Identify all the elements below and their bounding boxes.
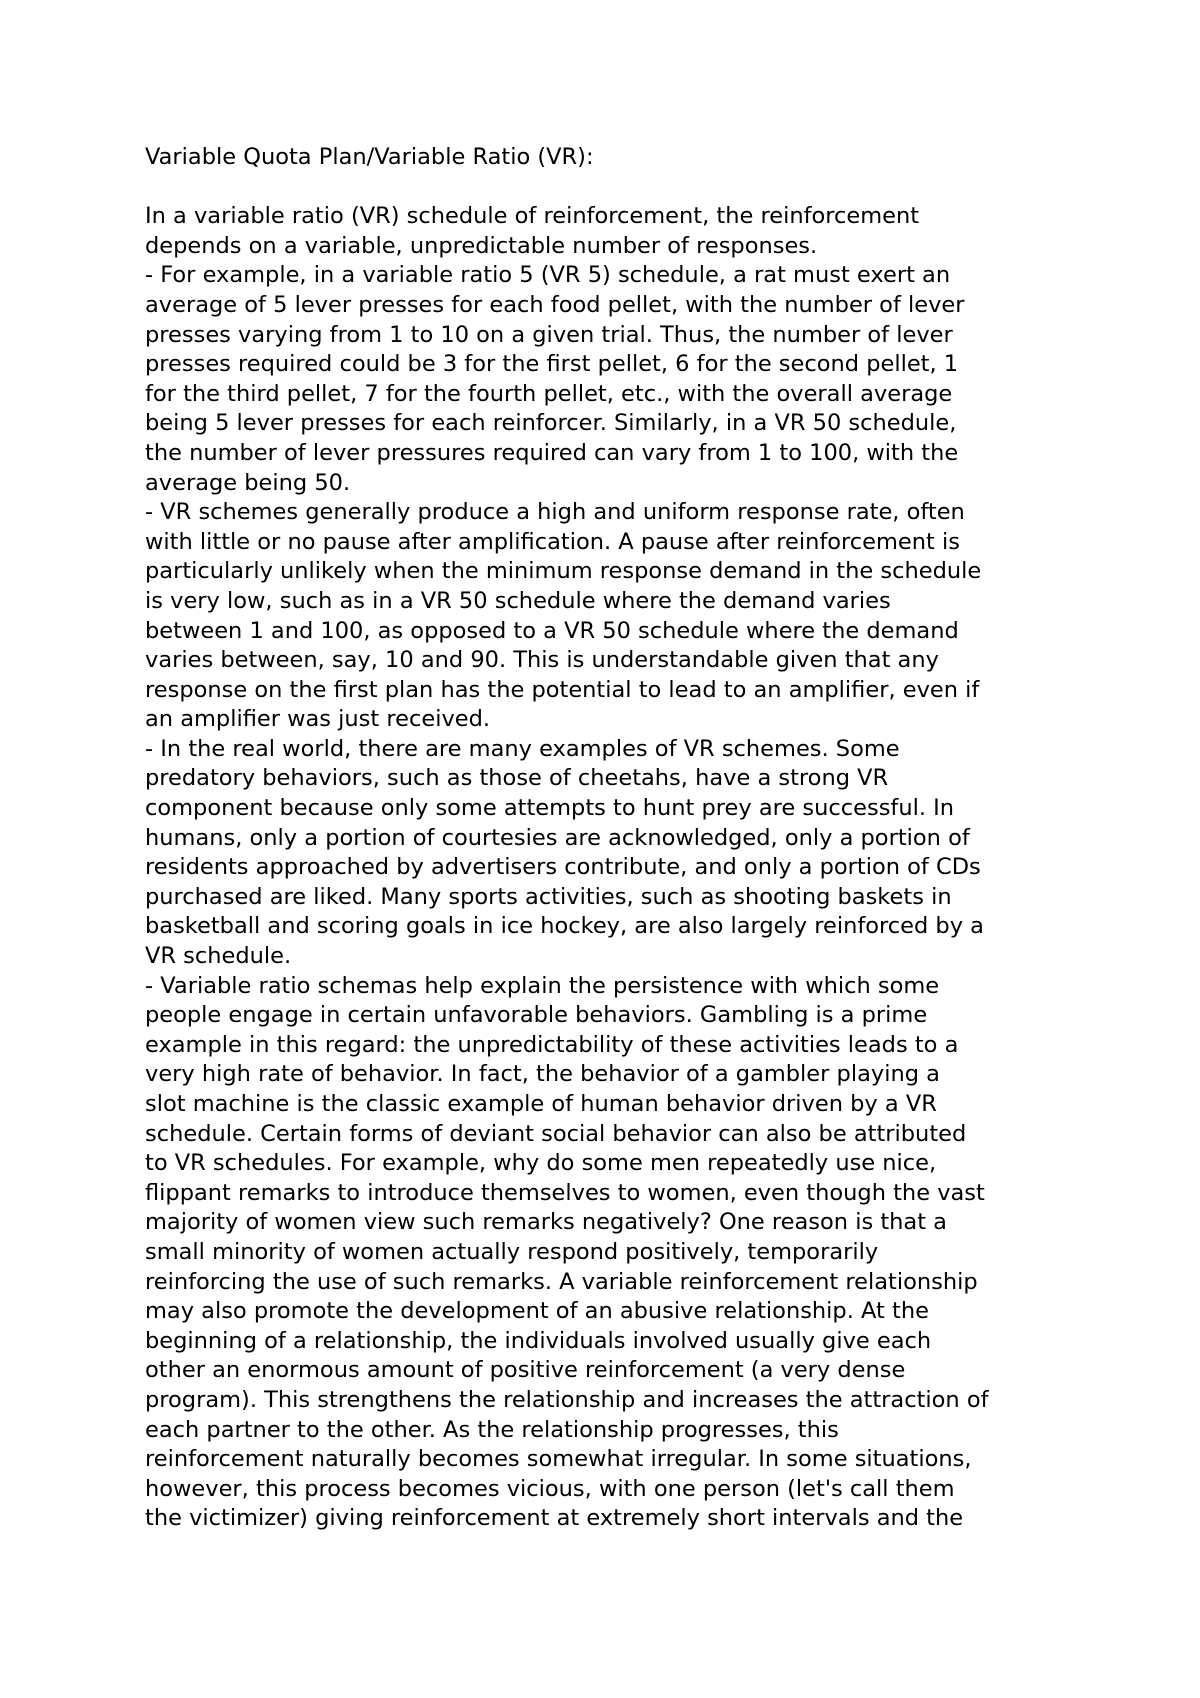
text-line: to VR schedules. For example, why do some men repeatedly use nice,	[145, 1150, 937, 1177]
text-line: is very low, such as in a VR 50 schedule where the demand varies	[145, 587, 891, 614]
text-line: average of 5 lever presses for each food pellet, with the number of lever	[145, 291, 965, 318]
text-line: the victimizer) giving reinforcement at extremely short intervals and the	[145, 1505, 964, 1532]
text-line: with little or no pause after amplification. A pause after reinforcement is	[145, 528, 960, 555]
text-line: depends on a variable, unpredictable number of responses.	[145, 232, 818, 259]
text-line: In a variable ratio (VR) schedule of reinforcement, the reinforcement	[145, 203, 920, 230]
text-line: program). This strengthens the relationship and increases the attraction of	[145, 1386, 989, 1413]
text-line: however, this process becomes vicious, with one person (let's call them	[145, 1475, 955, 1502]
text-line: - VR schemes generally produce a high and uniform response rate, often	[145, 499, 965, 526]
text-line: purchased are liked. Many sports activities, such as shooting baskets in	[145, 883, 952, 910]
document-body	[145, 143, 1075, 1534]
text-line: between 1 and 100, as opposed to a VR 50 schedule where the demand	[145, 617, 959, 644]
text-line: response on the first plan has the potential to lead to an amplifier, even if	[145, 676, 980, 703]
text-line: small minority of women actually respond positively, temporarily	[145, 1238, 879, 1265]
text-line: basketball and scoring goals in ice hockey, are also largely reinforced by a	[145, 913, 984, 940]
text-line: other an enormous amount of positive reinforcement (a very dense	[145, 1357, 906, 1384]
text-line: example in this regard: the unpredictability of these activities leads to a	[145, 1031, 959, 1058]
body-text	[145, 202, 1075, 1534]
text-line: particularly unlikely when the minimum response demand in the schedule	[145, 558, 982, 585]
text-line: being 5 lever presses for each reinforcer. Similarly, in a VR 50 schedule,	[145, 410, 957, 437]
paragraph-gap	[145, 173, 1075, 203]
text-line: humans, only a portion of courtesies are acknowledged, only a portion of	[145, 824, 970, 851]
text-line: the number of lever pressures required can vary from 1 to 100, with the	[145, 439, 959, 466]
text-line: very high rate of behavior. In fact, the behavior of a gambler playing a	[145, 1061, 940, 1088]
text-line: presses varying from 1 to 10 on a given trial. Thus, the number of lever	[145, 321, 953, 348]
text-line: reinforcing the use of such remarks. A variable reinforcement relationship	[145, 1268, 978, 1295]
text-line: schedule. Certain forms of deviant social behavior can also be attributed	[145, 1120, 967, 1147]
document-title: Variable Quota Plan/Variable Ratio (VR):	[145, 144, 594, 170]
text-line: - For example, in a variable ratio 5 (VR 5) schedule, a rat must exert an	[145, 262, 951, 289]
text-line: may also promote the development of an abusive relationship. At the	[145, 1298, 929, 1325]
text-line: reinforcement naturally becomes somewhat irregular. In some situations,	[145, 1446, 972, 1473]
text-line: varies between, say, 10 and 90. This is understandable given that any	[145, 647, 939, 674]
text-line: predatory behaviors, such as those of cheetahs, have a strong VR	[145, 765, 889, 792]
text-line: beginning of a relationship, the individuals involved usually give each	[145, 1327, 932, 1354]
text-line: flippant remarks to introduce themselves to women, even though the vast	[145, 1179, 985, 1206]
text-line: for the third pellet, 7 for the fourth pellet, etc., with the overall average	[145, 380, 953, 407]
text-line: - In the real world, there are many examples of VR schemes. Some	[145, 735, 900, 762]
text-line: majority of women view such remarks negatively? One reason is that a	[145, 1209, 947, 1236]
text-line: an amplifier was just received.	[145, 706, 491, 733]
text-line: presses required could be 3 for the first pellet, 6 for the second pellet, 1	[145, 351, 959, 378]
text-line: residents approached by advertisers contribute, and only a portion of CDs	[145, 854, 981, 881]
text-line: VR schedule.	[145, 943, 292, 970]
text-line: component because only some attempts to hunt prey are successful. In	[145, 795, 955, 822]
text-line: people engage in certain unfavorable behaviors. Gambling is a prime	[145, 1002, 928, 1029]
text-line: each partner to the other. As the relationship progresses, this	[145, 1416, 839, 1443]
text-line: average being 50.	[145, 469, 351, 496]
text-line: - Variable ratio schemas help explain the persistence with which some	[145, 972, 940, 999]
text-line: slot machine is the classic example of human behavior driven by a VR	[145, 1091, 937, 1117]
